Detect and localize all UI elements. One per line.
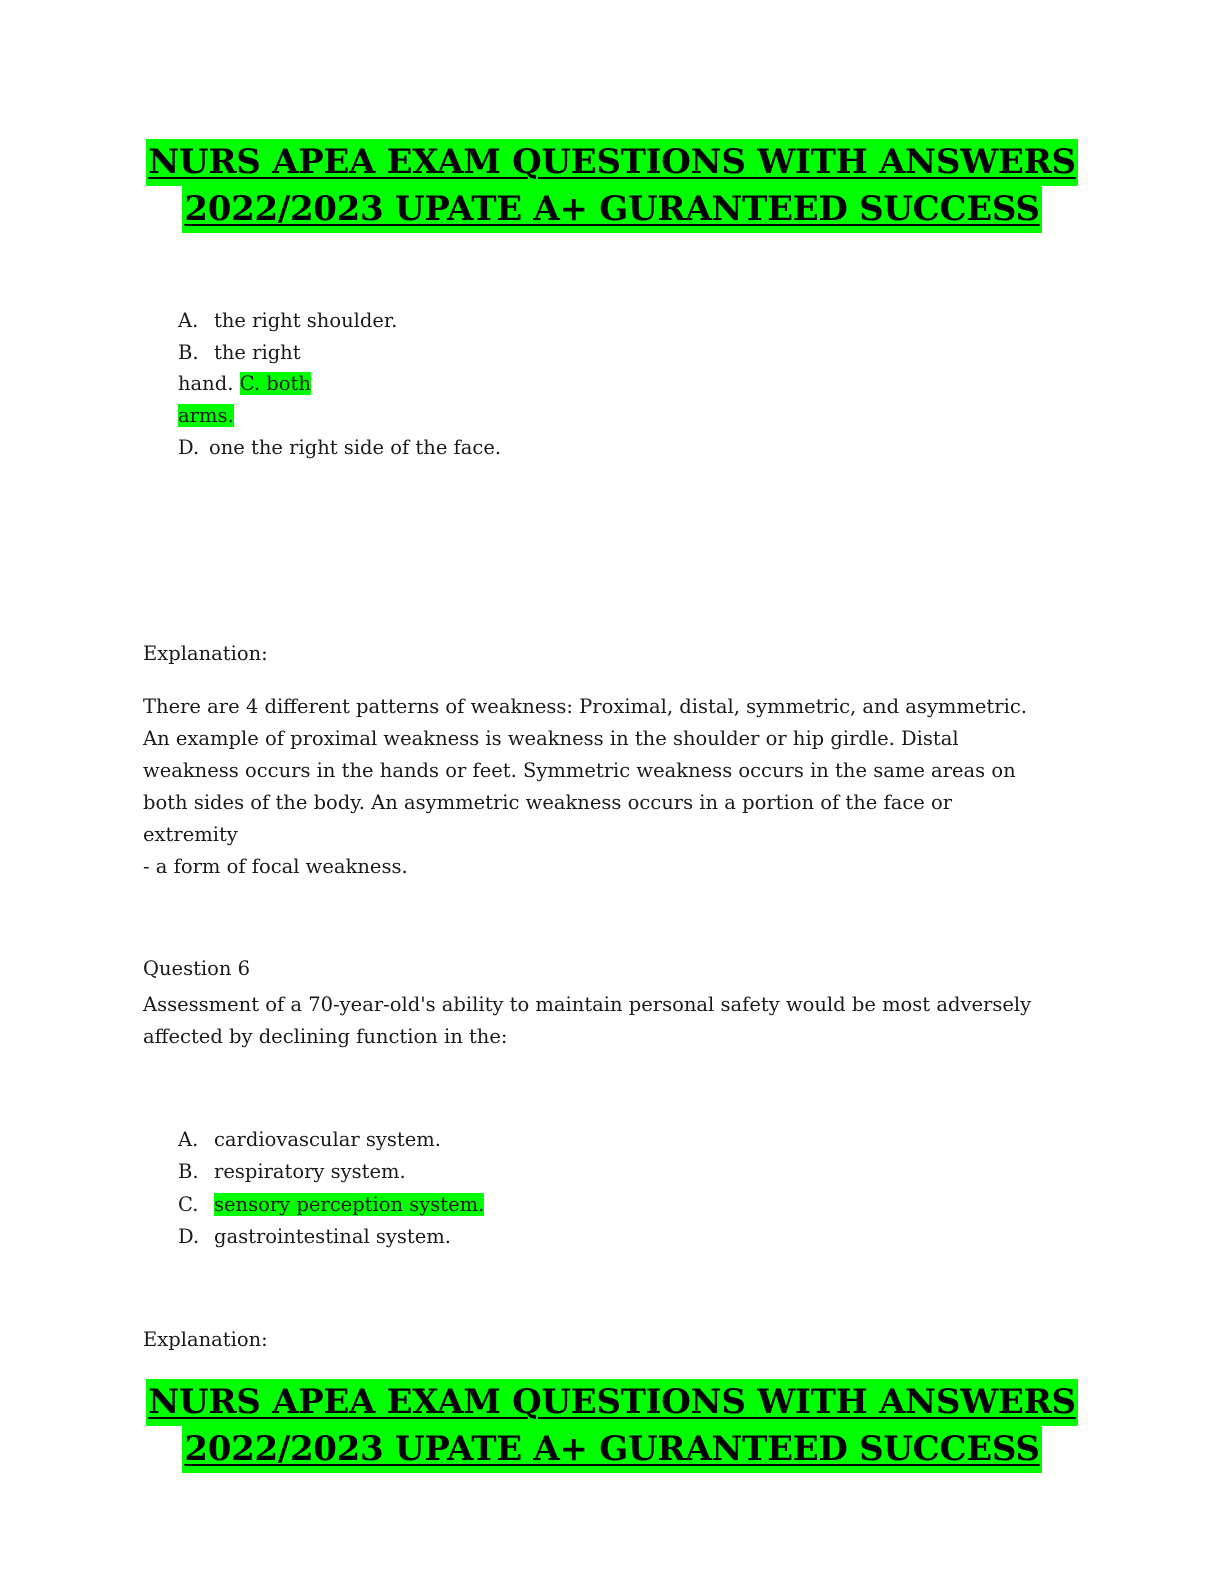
explanation-line: both sides of the body. An asymmetric weakness occurs in a portion of the face or: [143, 791, 953, 814]
option-text: the right: [214, 341, 301, 364]
q5-option-a: [178, 305, 397, 337]
option-letter: B.: [178, 1160, 199, 1183]
option-letter: A.: [178, 309, 199, 332]
q5-option-d: [178, 432, 501, 464]
explanation-body: [143, 691, 1083, 883]
option-text: the right shoulder.: [214, 309, 398, 332]
explanation-label: Explanation:: [143, 1328, 268, 1351]
q5-option-b: [178, 337, 301, 369]
explanation-line: There are 4 different patterns of weakness: Proximal, distal, symmetric, and asymmetric.: [143, 695, 1027, 718]
explanation-line: An example of proximal weakness is weakness in the shoulder or hip girdle. Distal: [143, 727, 959, 750]
option-text: respiratory system.: [214, 1160, 406, 1183]
option-letter: A.: [178, 1128, 199, 1151]
q6-correct-answer: sensory perception system.: [214, 1193, 485, 1216]
explanation-line: extremity: [143, 823, 238, 846]
explanation-line: weakness occurs in the hands or feet. Symmetric weakness occurs in the same areas on: [143, 759, 1016, 782]
q5-correct-answer: C. both: [239, 372, 311, 395]
header-banner: [0, 139, 1224, 233]
option-text: gastrointestinal system.: [214, 1225, 451, 1248]
explanation-label: Explanation:: [143, 642, 268, 665]
option-letter: D.: [178, 1225, 200, 1248]
question-stem-line: affected by declining function in the:: [143, 1025, 508, 1048]
explanation-line: - a form of focal weakness.: [143, 855, 408, 878]
question-label: Question 6: [143, 957, 251, 980]
option-text: cardiovascular system.: [214, 1128, 441, 1151]
header-banner-line1: NURS APEA EXAM QUESTIONS WITH ANSWERS: [146, 139, 1078, 186]
option-text: hand.: [178, 372, 234, 395]
option-letter: B.: [178, 341, 199, 364]
q6-option-a: [178, 1124, 441, 1156]
option-letter: C.: [178, 1193, 199, 1216]
footer-banner-line1: NURS APEA EXAM QUESTIONS WITH ANSWERS: [146, 1379, 1078, 1426]
question-stem: [143, 989, 1083, 1053]
q6-option-d: [178, 1221, 451, 1253]
header-banner-line2: 2022/2023 UPATE A+ GURANTEED SUCCESS: [182, 186, 1041, 233]
q6-option-c: [178, 1189, 484, 1221]
q5-option-c-continued: [178, 400, 234, 432]
q5-option-b-continued: [178, 368, 311, 400]
option-letter: D.: [178, 436, 200, 459]
footer-banner: [0, 1379, 1224, 1473]
question-stem-line: Assessment of a 70-year-old's ability to maintain personal safety would be most adversely: [143, 993, 1032, 1016]
option-text: one the right side of the face.: [209, 436, 502, 459]
q6-option-b: [178, 1156, 406, 1188]
footer-banner-line2: 2022/2023 UPATE A+ GURANTEED SUCCESS: [182, 1426, 1041, 1473]
q5-correct-answer-cont: arms.: [178, 404, 234, 427]
